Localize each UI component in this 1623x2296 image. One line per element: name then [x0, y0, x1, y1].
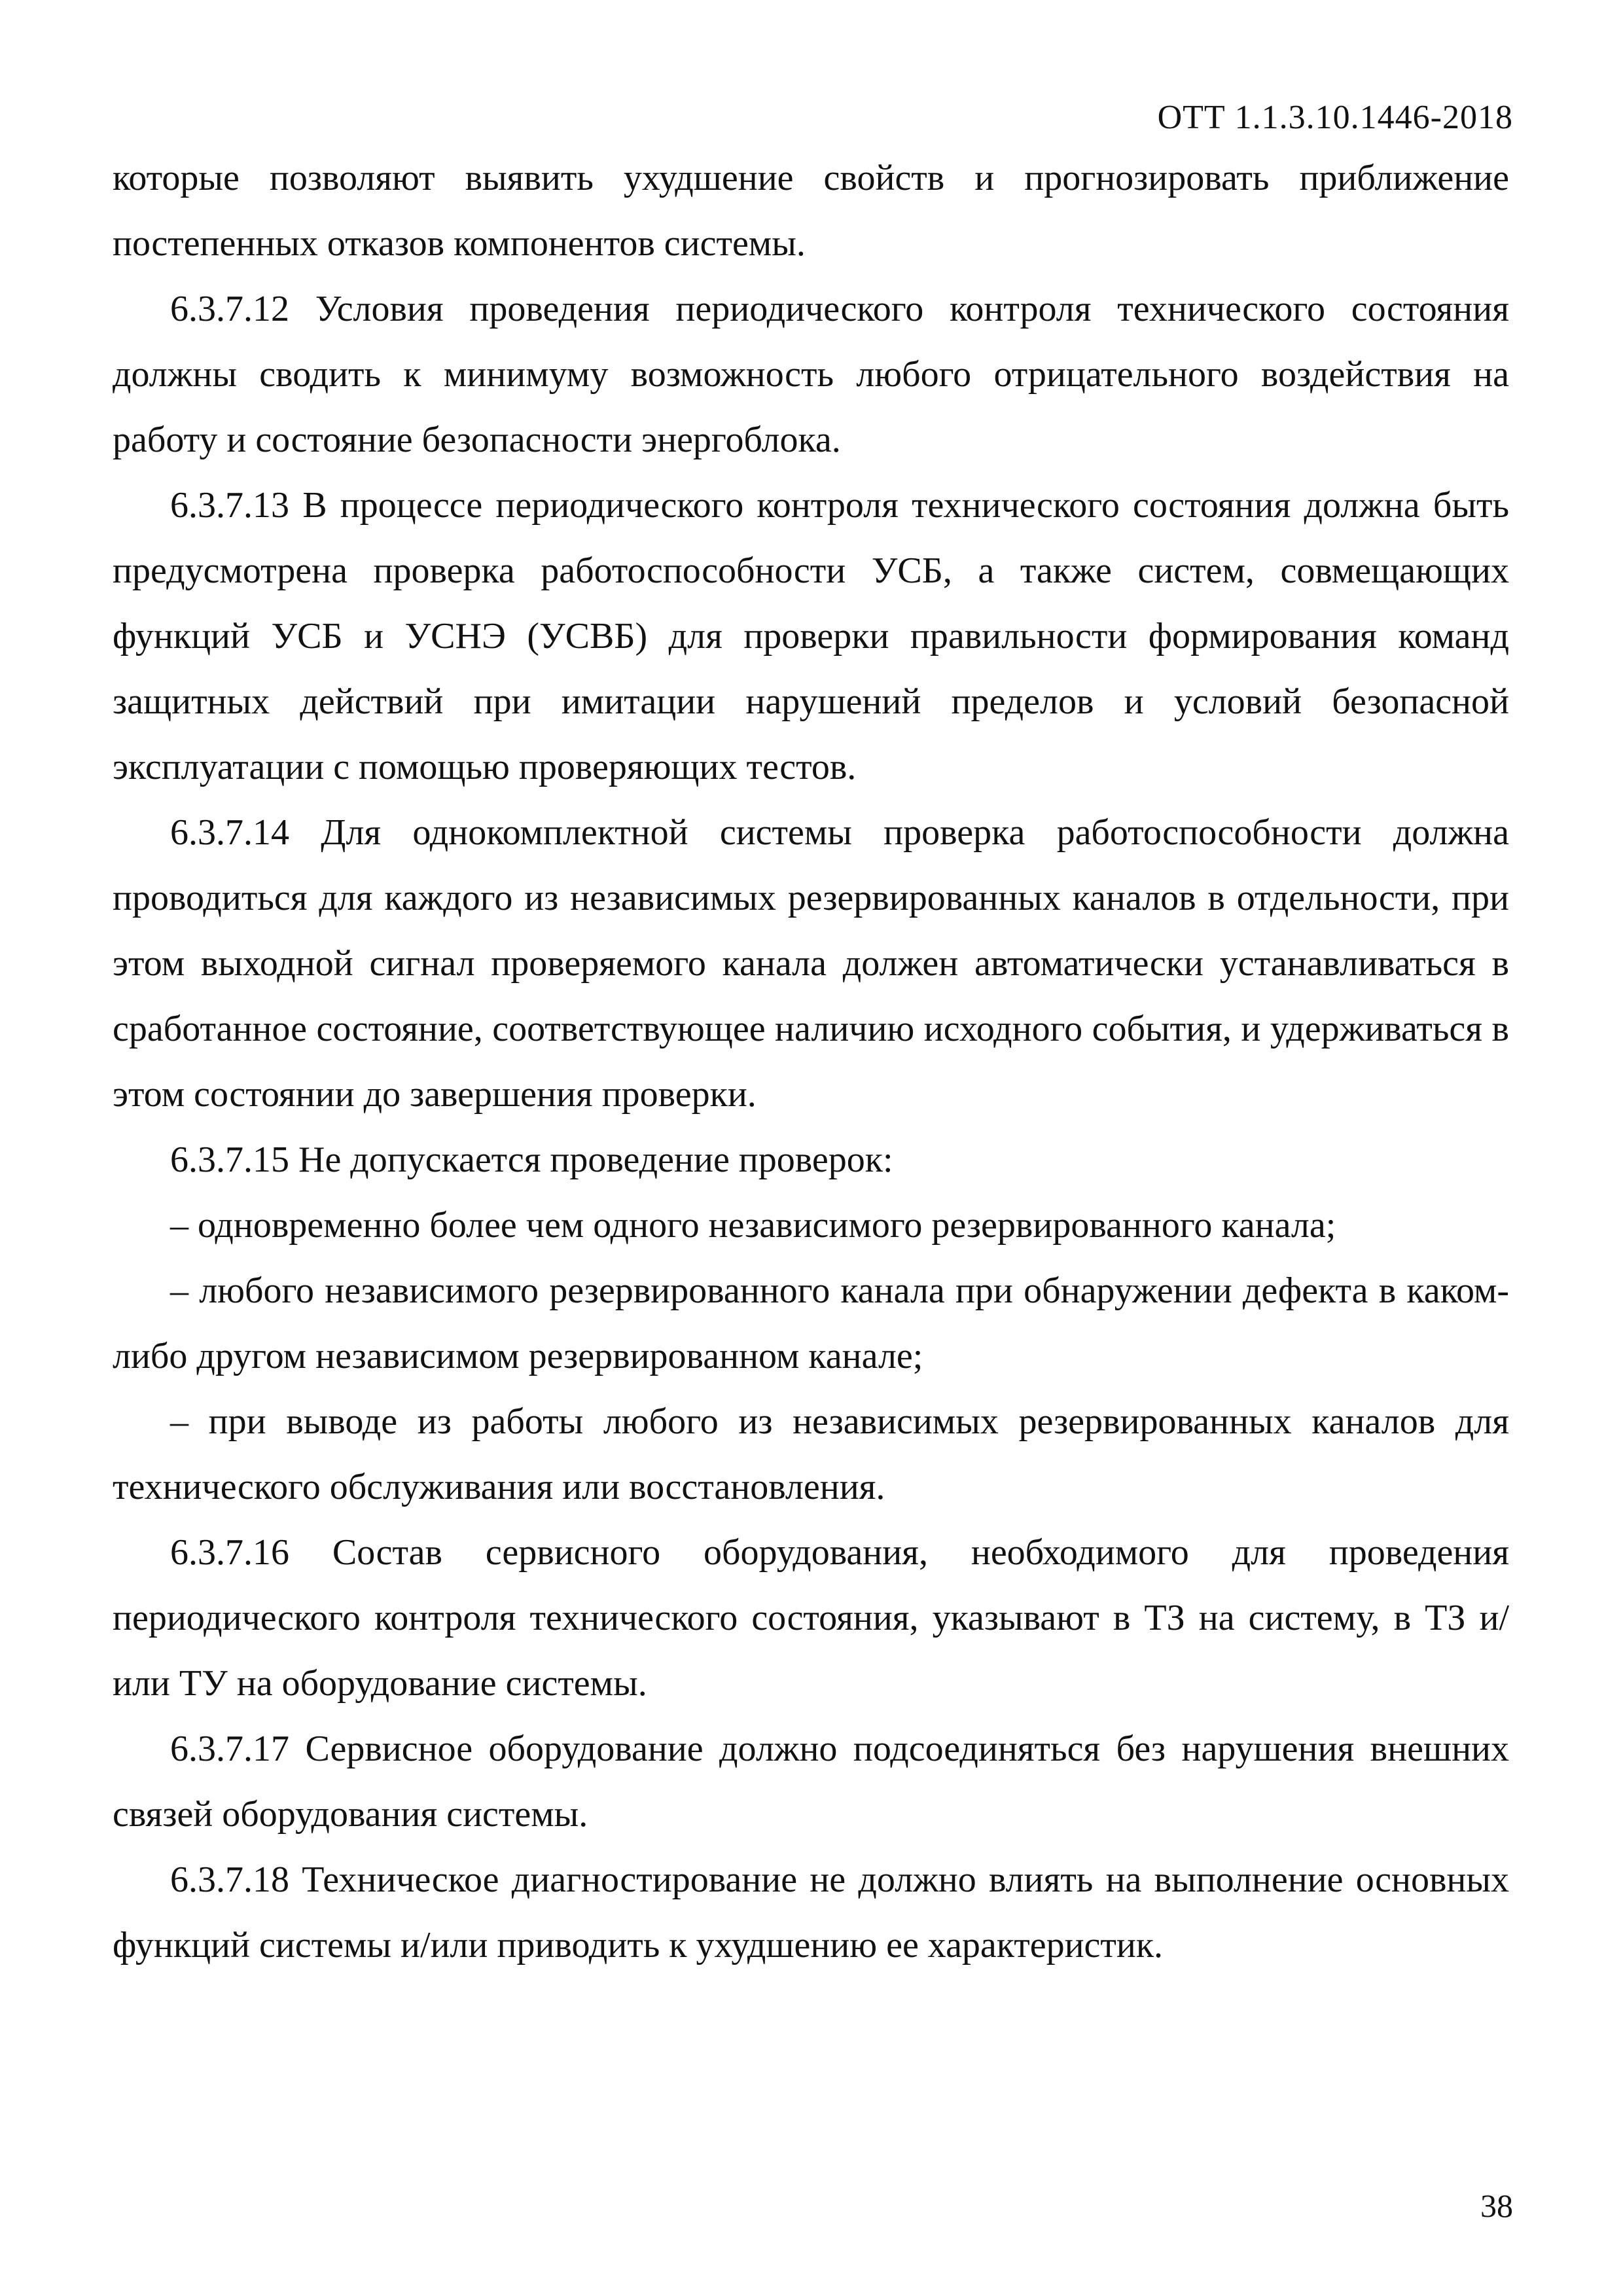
paragraph-6-3-7-14: 6.3.7.14 Для однокомплектной системы проверка работоспособности должна проводиться для каждого из независимых резервированных каналов в отдельности, при этом выходной сигнал проверяемого канала должен автоматически устанавливаться в сработанное состояние, соответствующее наличию исходного события, и удерживаться в этом состоянии до завершения проверки.: [113, 812, 1509, 1115]
list-item-1: – одновременно более чем одного независимого резервированного канала;: [170, 1205, 1336, 1246]
document-code: ОТТ 1.1.3.10.1446-2018: [1157, 99, 1513, 136]
document-body: [113, 145, 1509, 1978]
page-number: 38: [1480, 2187, 1513, 2224]
paragraph-6-3-7-17: 6.3.7.17 Сервисное оборудование должно подсоединяться без нарушения внешних связей оборудования системы.: [113, 1729, 1509, 1835]
paragraph-6-3-7-13: 6.3.7.13 В процессе периодического контроля технического состояния должна быть предусмотрена проверка работоспособности УСБ, а также систем, совмещающих функций УСБ и УСНЭ (УСВБ) для проверки правильности формирования команд защитных действий при имитации нарушений пределов и условий безопасной эксплуатации с помощью проверяющих тестов.: [113, 485, 1509, 787]
list-item-3: – при выводе из работы любого из независимых резервированных каналов для технического обслуживания или восстановления.: [113, 1401, 1509, 1507]
list-item-2: – любого независимого резервированного канала при обнаружении дефекта в каком-либо другом независимом резервированном канале;: [113, 1270, 1509, 1376]
paragraph-6-3-7-16: 6.3.7.16 Состав сервисного оборудования, необходимого для проведения периодического контроля технического состояния, указывают в ТЗ на систему, в ТЗ и/или ТУ на оборудование системы.: [113, 1532, 1509, 1704]
paragraph-continuation: которые позволяют выявить ухудшение свойств и прогнозировать приближение постепенных отказов компонентов системы.: [113, 158, 1509, 264]
paragraph-6-3-7-12: 6.3.7.12 Условия проведения периодического контроля технического состояния должны сводить к минимуму возможность любого отрицательного воздействия на работу и состояние безопасности энергоблока.: [113, 289, 1509, 460]
paragraph-6-3-7-15: 6.3.7.15 Не допускается проведение проверок:: [170, 1139, 893, 1180]
paragraph-6-3-7-18: 6.3.7.18 Техническое диагностирование не должно влиять на выполнение основных функций системы и/или приводить к ухудшению ее характеристик.: [113, 1859, 1509, 1965]
